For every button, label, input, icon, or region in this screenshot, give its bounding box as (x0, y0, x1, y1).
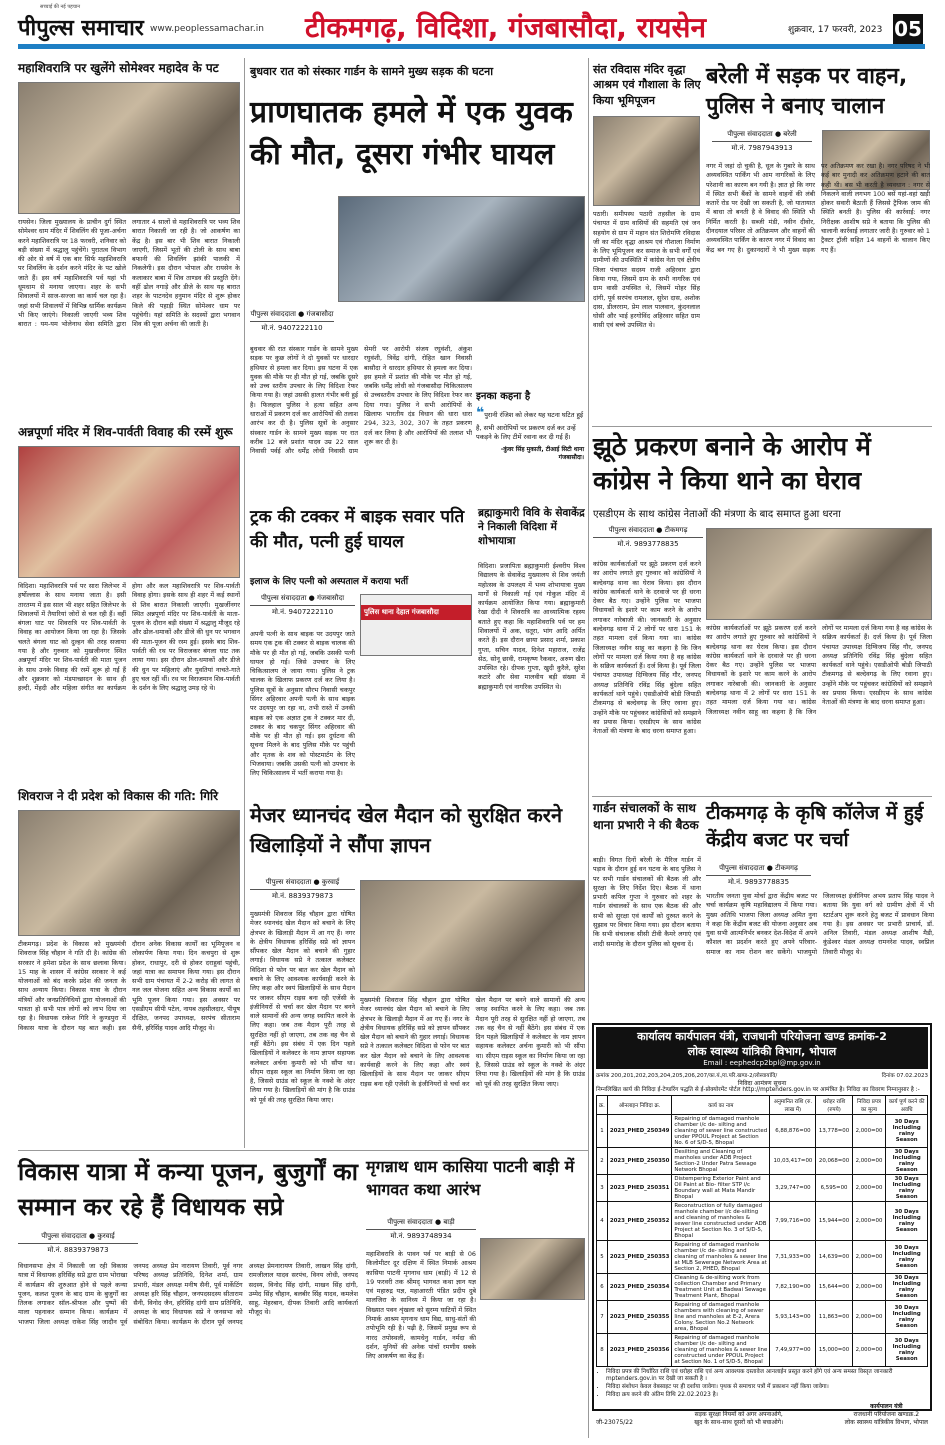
tender-cell: Reconstruction of fully damaged manhole chamber i/c de-silting and cleaning of manholes & sewer line constructed under ADB Project at Section No. 3 of S/D-5, Bhopal (672, 1201, 770, 1240)
tender-title-line1: कार्यालय कार्यपालन यंत्री, राजधानी परियोजना खण्ड क्रमांक-2 (637, 1030, 887, 1043)
byline-mobile: मो.नं. 8839379873 (271, 892, 334, 900)
article-body: विदिशा। प्रजापिता ब्रह्माकुमारी ईश्वरीय विश्व विद्यालय के सेवाकेंद्र मुख्यालय से शिव जयंती महोत्सव के उपलक्ष्य में भव्य शोभायात्रा मुख्य मार्गों से निकाली गई एवं गोकुल मंदिर में कार्यक्रम आयोजित किया गया। ब्रह्माकुमारी रेखा दीदी ने शिवरात्रि का आध्यात्मिक रहस्य बताते हुए कहा कि महाशिवरात्रि पर्व पर हम शिवालयों में अक, धतूरा, भांग आदि अर्पित करते हैं। इस दौरान छाया प्रसाद शर्मा, प्रकाश गुप्ता, सचिन यादव, दिनेश महाराज, राजेंद्र सेठ, सोनू छावी, रामकृष्ण रैकवार, अरुण खैरा उपस्थित रहे। दीपक गुप्ता, खुदी कुरैले, सुरेश कटारे और सेवा मालवीय बड़ी संख्या में ब्रह्माकुमारी एवं नागरिक उपस्थित थे। (478, 562, 585, 691)
tender-column-header: धरोहर राशि (रुपये) (816, 1095, 852, 1114)
tender-cell: 1 (597, 1114, 608, 1147)
section-divider (592, 426, 932, 427)
quote-text: पुरानी रंजिश को लेकर यह घटना घटित हुई है, सभी आरोपियों पर प्रकरण दर्ज कर उन्हें पकड़ने के लिए टीमें रवाना कर दी गई हैं। (476, 411, 584, 441)
tender-cell: 30 Days Including rainy Season (886, 1147, 928, 1174)
signatory-office: राजधानी परियोजना खण्डक्र.2 (853, 1410, 920, 1418)
byline-place: बाड़ी (443, 1218, 455, 1226)
tender-cell: Repairing of damaged manhole chamber i/c de- silting and cleaning of manholes & sewer line at MLB Sewerage Network Area at Section 2, PHED, Bhopal (672, 1240, 770, 1273)
tender-cell: 2023_PHED_250350 (607, 1147, 672, 1174)
headline: मेजर ध्यानचंद खेल मैदान को सुरक्षित करने खिलाड़ियों ने सौंपा ज्ञापन (250, 803, 563, 857)
tender-column-header: कार्य का नाम (672, 1095, 770, 1114)
tender-cell: Distempering Exterior Paint and Oil Paint at Bio- filter STP i/c Boundary wall at Mata Mandir Bhopal (672, 1174, 770, 1201)
tender-cell: 30 Days Including rainy Season (886, 1201, 928, 1240)
article-body-continued: मुख्यमंत्री शिवराज सिंह चौहान द्वारा घोषित मेजर ध्यानचंद खेल मैदान को बचाने के लिए क्षेत्रभर के खिलाड़ी मैदान में आ गए हैं। नगर के क्षेत्रीय विधायक हरिसिंह सप्रे को ज्ञापन सौंपकर खेल मैदान को बचाने की गुहार लगाई। विधायक सप्रे ने तत्काल कलेक्टर विदिशा से फोन पर बात कर खेल मैदान को बचाने के लिए आवश्यक कार्यवाही करने के लिए कहा और स्वयं खिलाड़ियों के साथ मैदान पर जाकर सीएम राइस बना रही एजेंसी के इंजीनियरों से चर्चा कर खेल मैदान पर बनने वाले सामानों की अन्य जगह स्थापित करने के लिए कहा। जब तक मैदान पूरी तरह से सुरक्षित नहीं हो जाएगा, तब तक वह चैन से नहीं बैठेंगे। इस संबंध में एक दिन पहले खिलाड़ियों ने कलेक्टर के नाम ज्ञापन सहायक कलेक्टर अर्चना कुमारी को भी सौंपा था। सीएम राइस स्कूल का निर्माण किया जा रहा है, जिससे ग्राउंड को स्कूल के नक्शे के अंदर लिया गया है। खिलाड़ियों की मांग है कि ग्राउंड को पूर्व की तरह सुरक्षित किया जाए। (360, 996, 585, 1088)
byline-reporter: पीपुल्स संवाददाता (250, 310, 296, 318)
tender-cell: Cleaning & de-silting work from collection Chamber and Primary Treatment Unit at Badwai Sewage Treatment Plant, Bhopal (672, 1273, 770, 1300)
kicker: बुधवार रात को संस्कार गार्डन के सामने मुख्य सड़क की घटना (250, 65, 494, 78)
website-url[interactable]: www.peoplessamachar.in (150, 24, 264, 34)
tender-note: • निविदा क्रय करने की अंतिम तिथि 22.02.2023 है। (606, 1392, 928, 1400)
tender-row (597, 1114, 928, 1147)
quote-icon: ❝ (476, 405, 485, 421)
tender-cell: 30 Days Including rainy Season (886, 1174, 928, 1201)
article-body: मुख्यमंत्री शिवराज सिंह चौहान द्वारा घोषित मेजर ध्यानचंद खेल मैदान को बचाने के लिए क्षेत्रभर के खिलाड़ी मैदान में आ गए हैं। नगर के क्षेत्रीय विधायक हरिसिंह सप्रे को ज्ञापन सौंपकर खेल मैदान को बचाने की गुहार लगाई। विधायक सप्रे ने तत्काल कलेक्टर विदिशा से फोन पर बात कर खेल मैदान को बचाने के लिए आवश्यक कार्यवाही करने के लिए कहा और स्वयं खिलाड़ियों के साथ मैदान पर जाकर सीएम राइस बना रही एजेंसी के इंजीनियरों से चर्चा कर खेल मैदान पर बनने वाले सामानों की अन्य जगह स्थापित करने के लिए कहा। जब तक मैदान पूरी तरह से सुरक्षित नहीं हो जाएगा, तब तक वह चैन से नहीं बैठेंगे। इस संबंध में एक दिन पहले खिलाड़ियों ने कलेक्टर के नाम ज्ञापन सहायक कलेक्टर अर्चना कुमारी को भी सौंपा था। सीएम राइस स्कूल का निर्माण किया जा रहा है, जिससे ग्राउंड को स्कूल के नक्शे के अंदर लिया गया है। खिलाड़ियों की मांग है कि ग्राउंड को पूर्व की तरह सुरक्षित किया जाए। (250, 910, 355, 1104)
tender-cell: 2,000=00 (852, 1333, 886, 1366)
byline: पीपुल्स संवाददाता ● गंजबासौदा मो.नं. 9407222110 (250, 594, 355, 617)
tender-cell: 8 (597, 1333, 608, 1366)
signatory-dept: लोक स्वास्थ्य यांत्रिकीय विभाग, भोपाल (844, 1418, 928, 1426)
tender-cell: Desilting and Cleaning of manholes under ADB Project Section-2 Under Patra Sewage Network Bhopal (672, 1147, 770, 1174)
article-body: महाशिवरात्रि के पावन पर्व पर बाड़ी से 06 किलोमीटर दूर दक्षिण में स्थित निमार्क आश्रम कासिया पाटनी मृगनाथ धाम (बाड़ी) में 12 से 19 फरवरी तक श्रीमद् भागवत कथा ज्ञान यज्ञ एवं महारुद्र यज्ञ, महाआरती पंडित प्रदीप दुबे मालजिरा के सानिध्य में किया जा रहा है। विख्यात पवन शृंखला को सुरम्य घाटियों में स्थित निमार्क आश्रम मृगनाथ धाम विद्य, साधु-संतों की तपोभूमि रही है। पढ़ी है, जिसमें प्रमुख रूप से नारद तपोस्थली, कामधेनु गार्डन, नर्मदा की दर्शन, मुनियों की अनेक पांचों रमणीय सबके लिए आकर्षण का केंद्र हैं। (366, 1250, 476, 1361)
tender-row (597, 1201, 928, 1240)
quote-title: इनका कहना है (476, 391, 531, 402)
tender-cell: 30 Days Including rainy Season (886, 1273, 928, 1300)
headline: झूठे प्रकरण बनाने के आरोप में कांग्रेस ने किया थाने का घेराव (593, 432, 871, 495)
newspaper-logo: पीपुल्स समाचार (18, 15, 144, 41)
tender-row (597, 1300, 928, 1333)
signatory-title: कार्यपालन यंत्री (870, 1402, 903, 1410)
headline: ट्रक की टक्कर में बाइक सवार पति की मौत, पत्नी हुई घायल (250, 507, 465, 552)
tender-intro: निम्नलिखित कार्य की निविदा ई-टेण्डरिंग पद्धति से ई-प्रोक्योरमेंट पोर्टल http://mptenders.gov.in पर आमंत्रित है। निविदा का विवरण निम्नानुसार है :- (596, 1087, 920, 1093)
tender-column-header: निविदा प्रपत्र का मूल्य (852, 1095, 886, 1114)
byline-reporter: पीपुल्स संवाददाता (727, 130, 773, 138)
tender-cell: 6,595=00 (816, 1174, 852, 1201)
tender-cell: 20,068=00 (816, 1147, 852, 1174)
tender-row (597, 1333, 928, 1366)
tender-cell: 2023_PHED_250352 (607, 1201, 672, 1240)
byline-reporter: पीपुल्स संवाददाता (265, 878, 312, 886)
tender-cell: 7,49,977=00 (770, 1333, 816, 1366)
headline: बरेली में सड़क पर वाहन, पुलिस ने बनाए चालान (706, 64, 908, 119)
byline-place: टीकमगढ़ (775, 864, 798, 872)
header-divider (18, 44, 925, 49)
tender-ref: क्रमांक 200,201,202,203,204,205,206,207/का.यं./रा.परि.खण्ड-2/लोस्वायांवि/ (596, 1073, 778, 1079)
article-body: कांग्रेस कार्यकर्ताओं पर झूठे प्रकरण दर्ज करने का आरोप लगाते हुए गुरुवार को कांग्रेसियों ने बल्देवगढ़ थाना का घेराव किया। इस दौरान कांग्रेस कार्यकर्ता थाने के दरवाजे पर ही धरना देकर बैठ गए। उन्होंने पुलिस पर भाजपा विधायकों के इशारे पर काम करने के आरोप लगाकर नारेबाजी की। जानकारी के अनुसार बल्देवगढ़ थाना में 2 लोगों पर धारा 151 के तहत मामला दर्ज किया गया था। कांग्रेस जिलाध्यक्ष नवीन साहू का कहना है कि जिन लोगों पर मामला दर्ज किया गया है वह कांग्रेस के सक्रिय कार्यकर्ता हैं। दर्ज किया है। पूर्व जिला पंचायत उपाध्यक्ष दिग्विजय सिंह गौर, जनपद अध्यक्ष प्रतिनिधि रविंद्र सिंह बुंदेला सहित कार्यकर्ता थाने पहुंचे। एसडीओपी बोडी जिपाठी टीकमगढ़ से बल्देवगढ़ के लिए रवाना हुए। उन्होंने मौके पर पहुंचकर कांग्रेसियों को समझाने का प्रयास किया। एसडीएम के साथ कांग्रेस नेताओं की मंत्रणा के बाद धरना समाप्त हुआ। (593, 560, 701, 736)
tender-cell: 5,93,143=00 (770, 1300, 816, 1333)
tender-cell: 15,644=00 (816, 1273, 852, 1300)
tender-cell: 2023_PHED_250349 (607, 1114, 672, 1147)
article-body-continued (360, 660, 472, 790)
temple-photo (18, 82, 240, 214)
article-body: भारतीय जनता युवा मोर्चा द्वारा केंद्रीय बजट पर चर्चा कार्यक्रम कृषि महाविद्यालय में किया गया। मुख्य अतिथि भाजपा जिला अध्यक्ष अमित नुना ने कहा कि केंद्रीय बजट की योजना अनुसार अब युवा सभी आत्मनिर्भर बनकर देश-विदेश में अपने कौशल का प्रदर्शन करते हुए अपने परिवार-समाज का नाम रोशन कर सकेंगे। भाजयुमो जिलाध्यक्ष इंजीनियर अभय प्रताप सिंह यादव ने बताया कि युवा वर्ग को ग्रामीण क्षेत्रों में भी स्टार्टअप शुरू करने हेतु बजट में प्रावधान किया गया है। इस अवसर पर प्रभारी प्राचार्य, डॉ. अनिल तिवारी, मंडल अध्यक्ष आशीष मैडी, कुंडेश्वर मंडल अध्यक्ष रामनरेश यादव, स्वप्निल तिवारी मौजूद थे। (706, 892, 934, 956)
tender-cell: Repairing of damaged manhole chamber i/c de- silting and cleaning of manholes & sewer line constructed under PPOUL Project at Section No. 1 of S/D-5, Bhopal (672, 1333, 770, 1366)
article-body: विधानसभा क्षेत्र में निकाली जा रही विकास यात्रा में विधायक हरिसिंह सप्रे द्वारा ग्राम भोराखा में कार्यक्रम की शुरुआत होने से पहले कन्या पूजन, कलश पूजन के बाद ग्राम के बुजुर्गों का तिलक लगाकर सॉल-श्रीफल और पुष्पों की माला पहनाकर सम्मान किया। कार्यक्रम में भाजपा जिला अध्यक्ष राकेश सिंह जादौन पूर्व जनपद अध्यक्ष प्रेम नारायण तिवारी, पूर्व नगर परिषद अध्यक्ष प्रतिनिधि, दिनेश शर्मा, ग्राम प्रभारी, मंडल अध्यक्ष मनीष सैनी, पूर्व मार्केटिंग अध्यक्ष हरि सिंह चौहान, जनपदसदस्य सीताराम सैनी, विनोद जैन, हरिसिंह दांगी ग्राम प्रतिनिधि, अध्यक्ष के बाद विधायक सप्रे ने जनसभा को संबोधित किया। कार्यक्रम के दौरान पूर्व जनपद अध्यक्ष प्रेमनारायण तिवारी, लाखन सिंह दांगी, रामजीलाल यादव सरपंच, विनय लोधी, जनपद सदस्य, विनोद सिंह दांगी, माखन सिंह दांगी, उम्मेद सिंह चौहान, बलबीर सिंह यादव, कमलेश साहू, मेहरबान, दीपक तिवारी आदि कार्यकर्ता मौजूद थे। (18, 1262, 358, 1326)
tender-column-header: कार्य पूर्ण करने की अवधि (886, 1095, 928, 1114)
event-photo (18, 810, 240, 936)
byline-place: गंजबासौदा (306, 310, 334, 318)
article-body: नगर में जहां दो चुकी है, धूल के गुबारे के साथ अव्यवस्थित पार्किंग भी आम नागरिकों के लिए परेशानी का कारण बन गयी है। ज्ञात हो कि नगर में स्थित सभी बैंकों के सामने वाहनों की लंबी कतारें रोड पर देखी जा सकती है, जो यातायात में बाधा तो बनती है वे विवाद की स्थिति भी निर्मित करती है। सब्जी मंडी, नवीन दीवोर, दीनदयाल परिसर तो अतिक्रमण और वाहनों की अव्यवस्थित पार्किंग के कारण नगर में विवाद का केंद्र बन गए है। दुकानदारों ने भी मुख्य सड़क पर अतिक्रमण कर रखा है। नगर परिषद ने भी कई बार मुनादी कर अतिक्रमण हटाने की बात कही थी। बस भी करती है व्यवधान : नगर से निकलने वाली लगभग 100 बसें यहां-वहां खड़ी होकर सवारी बैठाती हैं जिससे ट्रैफिक जाम की स्थिति बनती है। पुलिस की कार्रवाई: नगर निरीक्षक आशीष सप्रे ने बताया कि पुलिस की चालानी कार्रवाई लगातार जारी है। गुरुवार को 1 ट्रैक्टर ट्रॉली सहित 14 वाहनों के चालान किए गए हैं। (706, 162, 930, 254)
headline: ब्रह्माकुमारी विवि के सेवाकेंद्र ने निकाली विदिशा में शोभायात्रा (478, 507, 585, 548)
edition-title: टीकमगढ़, विदिशा, गंजबासौदा, रायसेन (305, 11, 707, 44)
byline: पीपुल्स संवाददाता ● बाड़ी मो.नं. 9893748934 (366, 1218, 476, 1241)
bhoomipujan-photo (593, 116, 700, 206)
protest-photo (706, 528, 932, 620)
tender-note: • निविदा प्रपत्र की निर्धारित राशि एवं धरोहर राशि एवं अन्य आवश्यक दस्तावेज आनलाईन प्रस्तुत करने होंगे एवं अन्य समस्त विस्तृत जानकारी mptenders.gov.in पर देखी जा सकती है । (606, 1369, 928, 1385)
tender-email[interactable]: Email : eephedcp2bpl@mp.gov.in (703, 1059, 821, 1067)
tender-column-header: अनुमानित राशि (रु. लाख में) (770, 1095, 816, 1114)
headline: गार्डन संचालकों के साथ थाना प्रभारी ने की बैठक (593, 801, 699, 832)
tender-notice-title: निविदा आमंत्रण सूचना (737, 1080, 787, 1087)
column-divider (588, 58, 589, 1438)
tender-cell: 15,944=00 (816, 1201, 852, 1240)
photo-sign-text: पुलिस थाना देहात गंजबासौदा (361, 605, 471, 620)
tender-cell: 13,778=00 (816, 1114, 852, 1147)
article-body: अपनी पत्नी के साथ बाइक पर उदयपुर जाते समय एक ट्रक की टक्कर से बाइक चालक की मौके पर ही मौत हो गई, जबकि उसकी पत्नी घायल हो गई। जिसे उपचार के लिए चिकित्सालय ले जाया गया। पुलिस ने ट्रक चालक के खिलाफ प्रकरण दर्ज कर लिया है। पुलिस सूत्रों के अनुसार सौरभ निवासी चकपुर सिंगर अहिरवार अपनी पत्नी के साथ बाइक पर उदयपुर जा रहा था, तभी रास्ते में उनकी बाइक को एक अज्ञात ट्रक ने टक्कर मार दी, टक्कर के बाद चकपुर सिंगर अहिरवार की मौके पर ही मौत हो गई। इस दुर्घटना की सूचना मिलने के बाद पुलिस मौके पर पहुंची और मृतक के शव को पोस्टमार्टम के लिए भिजवाया। जबकि उसकी पत्नी को उपचार के लिए चिकित्सालय में भर्ती कराया गया है। (250, 630, 355, 778)
page-number: 05 (893, 14, 923, 44)
byline-mobile: मो.नं. 7987943913 (731, 144, 793, 152)
tender-cell: 4 (597, 1201, 608, 1240)
byline-place: कुरवाई (97, 1232, 115, 1240)
headline: प्राणघातक हमले में एक युवक की मौत, दूसरा गंभीर घायल (250, 95, 573, 172)
tender-cell: 3 (597, 1174, 608, 1201)
tender-cell: 30 Days Including rainy Season (886, 1114, 928, 1147)
tender-cell: 5 (597, 1240, 608, 1273)
article-body: बुधवार की रात संस्कार गार्डन के सामने मुख्य सड़क पर कुछ लोगों ने दो युवकों पर धारदार हथियार से हमला कर दिया। इस घटना में एक युवक की मौके पर ही मौत हो गई, जबकि दूसरे को उच्च स्तरीय उपचार के लिए विदिशा रेफर किया गया है। जहां उसकी हालत गंभीर बनी हुई है। फिलहाल पुलिस ने हत्या सहित अन्य धाराओं में प्रकरण दर्ज कर आरोपियों की तलाश आरंभ कर दी है। पुलिस सूत्रों के अनुसार संस्कार गार्डन के सामने मुख्य सड़क पर रात करीब 12 बजे प्रशांत यादव उम्र 22 साल निवासी पर्वई और धर्मेंद्र लोधी निवासी ग्राम सेमरी पर आरोपी संजय रघुवंशी, अंकुश रघुवंशी, त्रिवेंद्र दांगी, रोहित खान निवासी बासौदा ने धारदार हथियार से हमला कर दिया। इस हमले में प्रशांत की मौके पर मौत हो गई, जबकि धर्मेंद्र लोधी को गंजबासौदा चिकित्सालय से उच्चस्तरीय उपचार के लिए विदिशा रेफर कर दिया गया। पुलिस ने सभी आरोपियों के खिलाफ भारतीय दंड विधान की धारा धारा 294, 323, 302, 307 के तहत प्रकरण दर्ज कर लिया है और आरोपियों की तलाश भी शुरू कर दी है। (250, 345, 472, 456)
tender-cell: 7 (597, 1300, 608, 1333)
quote-box (476, 388, 584, 461)
headline: विकास यात्रा में कन्या पूजन, बुजुर्गों का सम्मान कर रहे हैं विधायक सप्रे (18, 1158, 358, 1221)
byline: पीपुल्स संवाददाता ● कुरवाई मो.नं. 8839379873 (18, 1232, 138, 1255)
tender-cell: 7,82,190=00 (770, 1273, 816, 1300)
tender-row (597, 1240, 928, 1273)
tender-cell: 2023_PHED_250353 (607, 1240, 672, 1273)
tender-row (597, 1174, 928, 1201)
byline-place: बरेली (783, 130, 797, 138)
byline-place: टीकमगढ़ (664, 526, 688, 534)
slogan-line2: खुद के साथ-साथ दूसरों को भी बचाओगे। (694, 1418, 784, 1426)
section-divider (18, 1150, 588, 1151)
byline-mobile: मो.नं. 9407222110 (271, 608, 334, 616)
article-body: विदिशा। महाशिवरात्रि पर्व पर सारा जिलेभर में हर्षोल्लास के साथ मनाया जाता है। इसी तारतम्य में इस साल भी शहर सहित जिलेभर के शिवालयों में तैयारियां जोरों से चल रही हैं। वहीं बंगला घाट पर शिवरात्रि पर शिव-पार्वती के विवाह का आयोजन किया जा रहा है। जिसके चलते बंगला घाट को दुल्हन की तरह सजाया गया है और गुरुवार को मुखजीनगर स्थित अन्नपूर्णा मंदिर पर शिव-पार्वती की माता पूजन के साथ उनके विवाह की रस्में शुरू हो गईं हैं और शुक्रवार को मंडपाच्छादन के साथ ही हल्दी, मेंहदी और महिला संगीत का कार्यक्रम होगा और कल महाशिवरात्रि पर शिव-पार्वती विवाह होगा। इसके साथ ही शहर में कई स्थानों से शिव बारात निकाली जाएगी। मुखर्जीनगर स्थित अन्नपूर्णा मंदिर पर शिव-पार्वती के माता-पूजन के दौरान बड़ी संख्या में श्रद्धालु मौजूद रहे और ढोल-धमाकों और डीजे की धुन पर भगवान की माता-पूजन की रस्म हुई। इसके बाद शिव-पार्वती की रथ पर विराजकर बंगला घाट तक लाया गया। इस दौरान ढोल-धमाकों और डीजे की धुन पर महिलाएं और युवतियां नाचते-गाते हुए चल रहीं थीं। रथ पर विराजमान शिव-पार्वती के दर्शन के लिए श्रद्धालु उमड़ रहे थे। (18, 582, 240, 693)
byline: पीपुल्स संवाददाता ● गंजबासौदा मो.नं. 9407222110 (250, 310, 334, 332)
byline-place: गंजबासौदा (316, 594, 345, 602)
tender-cell: 2,000=00 (852, 1147, 886, 1174)
headline: अन्नपूर्णा मंदिर में शिव-पार्वती विवाह की रस्में शुरू (18, 425, 233, 439)
byline-mobile: मो.नं. 9407222110 (261, 324, 323, 332)
tender-cell: 6,88,876=00 (770, 1114, 816, 1147)
tender-cell: Repairing of damaged manhole chamber i/c de- silting and cleaning of sewer line constructed under PPOUL Project at Section No. 6 of S/D-5, Bhopal (672, 1114, 770, 1147)
byline: पीपुल्स संवाददाता ● टीकमगढ़ मो.नं. 9893778835 (706, 864, 811, 887)
shiv-parvati-photo (18, 446, 240, 578)
byline-reporter: पीपुल्स संवाददाता (260, 594, 307, 602)
article-body: रायसेन। जिला मुख्यालय के प्राचीन दुर्ग स्थित सोमेश्वर धाम मंदिर में शिवलिंग की पूजा-अर्चना करने महाशिवरात्रि पर 18 फरवरी, शनिवार को बड़ी संख्या में श्रद्धालु पहुंचेंगे। पुरातत्व विभाग की ओर से वर्ष में एक बार सिर्फ महाशिवरात्रि पर शिवलिंग के दर्शन करने मंदिर के पट खोले जाते हैं। इस वर्ष महाशिवरात्रि पर्व यहां भी धूमधाम से मनाया जाएगा। शहर के सभी शिवालयों में साज-सज्जा का कार्य चल रहा है। जहां सभी शिवालयों में विभिन्न धार्मिक कार्यक्रम भी किए जाएंगे। निकाली जाएगी भव्य शिव बारात : यम-यम भोलेनाथ सेवा समिति द्वारा लगातार 4 सालों से महाशिवरात्रि पर भव्य शिव बारात निकाली जा रही है। जो आकर्षण का केंद्र है। इस बार भी शिव बारात निकाली जाएगी, जिसमें भूतों की टोली के साथ बाबा बफानी की शिवलिंग झांकी पालकी में निकलेगी। इस दौरान भोपाल और रायसेन के कलाकार बाबा में शिव ताण्डव की प्रस्तुति देंगे। वहीं ढोल नगाड़े और डीजे के साथ यह बारात शहर के पाटनदेव हनुमान मंदिर से शुरू होकर किले की पहाड़ी स्थित सोमेश्वर धाम पर पहुंचेगी। यहां समिति के सदस्यों द्वारा भगवान शिव की पूजा अर्चना की जाती है। (18, 218, 240, 329)
byline: पीपुल्स संवाददाता ● टीकमगढ़ मो.नं. 9893778835 (593, 526, 703, 549)
tender-cell: 2,000=00 (852, 1300, 886, 1333)
tender-cell: 7,99,716=00 (770, 1201, 816, 1240)
tender-cell: 2,000=00 (852, 1240, 886, 1273)
police-station-photo (360, 594, 472, 656)
byline-mobile: मो.नं. 9893748934 (390, 1232, 452, 1240)
tender-cell: 2,000=00 (852, 1174, 886, 1201)
subheadline: इलाज के लिए पत्नी को अस्पताल में कराया भर्ती (250, 577, 409, 587)
tender-cell: 7,31,933=00 (770, 1240, 816, 1273)
tender-cell: 2023_PHED_250351 (607, 1174, 672, 1201)
tender-table (596, 1095, 928, 1367)
article-body: पठारी। समीपस्थ पठारी तहसील के ग्राम पंचायत में ग्राम वासियों की सहमति एवं जन सहयोग से ग्राम में महान संत शिरोमणि रविदास जी का मंदिर वृद्धा आश्रम एवं गौशाला निर्माण के लिए भूमिपूजन कर समाज के सभी वर्गों एवं ग्रामीणों की उपस्थिति में कांग्रेस नेता एवं क्षेत्रीय जिला पंचायत सदस्य राजी अहिरवार द्वारा किया गया, जिसमें ग्राम के सभी नागरिक एवं ग्राम वासी उपस्थित थे, जिसमें मोहर सिंह दांगी, पूर्व सरपंच रामलाल, सुरेश दास, अशोक दास, डीलरराम, प्रेम लाल पालवान, कुंदनलाल घोसी और भाई हरगोविंद अहिरवार सहित ग्राम वासी एवं बच्चे उपस्थित थे। (593, 210, 700, 330)
byline-reporter: पीपुल्स संवाददाता (387, 1218, 433, 1226)
article-body: टीकमगढ़। प्रदेश के विकास को मुख्यमंत्री शिवराज सिंह चौहान ने गति दी है। कांग्रेस की सरकार ने हमेशा प्रदेश के साथ छलावा किया। 15 माह के शासन में कांग्रेस सरकार ने कई योजनाओं को बंद करके प्रदेश की जनता के साथ अन्याय किया। विकास यात्रा के दौरान मंत्रियों और जनप्रतिनिधियों द्वारा योजनाओं की पात्रता हो सभी पात्र लोगों को लाभ दिया जा रहा है। विधायक राकेश गिरि ने कुण्डपुरा में विकास यात्रा के दौरान यह बात कही। इस दौरान अनेक विकास कार्यों का भूमिपूजन व लोकार्पण किया गया। दिन कचपुरा से शुरू होकर, राधापुर, दरी से होकर दराहुवां पहुंची, जहां यात्रा का समापन किया गया। इस दौरान सभी ग्राम पंचायत में 2-2 करोड़ की लागत से नल जल योजना सहित अन्य विकास कार्यों का भूमि पूजन किया गया। इस अवसर पर एसडीएम सीपी पटेल, नायब तहसीलदार, पीयूष दीक्षित, जनपद उपाध्यक्ष, सरपंच सीताराम सैनी, हरिसिंह यादव आदि मौजूद थे। (18, 940, 240, 1032)
tender-cell: 6 (597, 1273, 608, 1300)
tender-cell: 30 Days Including rainy Season (886, 1333, 928, 1366)
byline: पीपुल्स संवाददाता ● कुरवाई मो.नं. 8839379873 (250, 878, 355, 901)
tender-cell: 2 (597, 1147, 608, 1174)
katha-photo (480, 1238, 585, 1300)
ad-code: जी-23075/22 (596, 1418, 633, 1426)
subheadline: एसडीएम के साथ कांग्रेस नेताओं की मंत्रणा के बाद समाप्त हुआ धरना (593, 509, 841, 520)
tender-note: • निविदा संशोधन केवल वेबसाइट पर ही दर्शाया जावेगा। पृथक से समाचार पत्रों में प्रकाशन नहीं किया जावेगा। (606, 1384, 928, 1392)
tender-row (597, 1273, 928, 1300)
headline: मृगन्नाथ धाम कासिया पाटनी बाड़ी में भागवत कथा आरंभ (366, 1157, 575, 1200)
tender-date: दिनांक 07.02.2023 (881, 1073, 928, 1079)
tender-cell: Repairing of damaged manhole chambers with cleaning of sewer line and manholes at E-2, Arera Colony. Section No.2 Network area, Bhopal (672, 1300, 770, 1333)
tender-cell: 2023_PHED_250354 (607, 1273, 672, 1300)
byline-mobile: मो.नं. 8839379873 (47, 1246, 109, 1254)
byline-mobile: मो.नं. 9893778835 (617, 540, 679, 548)
tender-cell: 11,863=00 (816, 1300, 852, 1333)
headline: संत रविदास मंदिर वृद्धा आश्रम एवं गौशाला के लिए किया भूमिपूजन (593, 63, 701, 107)
article-body-continued: कांग्रेस कार्यकर्ताओं पर झूठे प्रकरण दर्ज करने का आरोप लगाते हुए गुरुवार को कांग्रेसियों ने बल्देवगढ़ थाना का घेराव किया। इस दौरान कांग्रेस कार्यकर्ता थाने के दरवाजे पर ही धरना देकर बैठ गए। उन्होंने पुलिस पर भाजपा विधायकों के इशारे पर काम करने के आरोप लगाकर नारेबाजी की। जानकारी के अनुसार बल्देवगढ़ थाना में 2 लोगों पर धारा 151 के तहत मामला दर्ज किया गया था। कांग्रेस जिलाध्यक्ष नवीन साहू का कहना है कि जिन लोगों पर मामला दर्ज किया गया है वह कांग्रेस के सक्रिय कार्यकर्ता हैं। दर्ज किया है। पूर्व जिला पंचायत उपाध्यक्ष दिग्विजय सिंह गौर, जनपद अध्यक्ष प्रतिनिधि रविंद्र सिंह बुंदेला सहित कार्यकर्ता थाने पहुंचे। एसडीओपी बोडी जिपाठी टीकमगढ़ से बल्देवगढ़ के लिए रवाना हुए। उन्होंने मौके पर पहुंचकर कांग्रेसियों को समझाने का प्रयास किया। एसडीएम के साथ कांग्रेस नेताओं की मंत्रणा के बाद धरना समाप्त हुआ। (706, 624, 932, 716)
quote-author: -कुंवर सिंह मुकाती, टीआई सिटी थाना गंजबासौदा। (500, 445, 584, 461)
byline-reporter: पीपुल्स संवाददाता (608, 526, 655, 534)
headline: महाशिवरात्रि पर खुलेंगे सोमेश्वर महादेव के पट (18, 61, 219, 75)
tender-cell: 14,639=00 (816, 1240, 852, 1273)
issue-date: शुक्रवार, 17 फरवरी, 2023 (788, 25, 883, 35)
headline: टीकमगढ़ के कृषि कॉलेज में हुई केंद्रीय बजट पर चर्चा (706, 802, 924, 851)
logo-tagline: सच्चाई की नई पहचान (40, 4, 81, 10)
tender-cell: 10,03,417=00 (770, 1147, 816, 1174)
tender-column-header: क्र. (597, 1095, 608, 1114)
byline-mobile: मो.नं. 9893778835 (727, 878, 790, 886)
byline-reporter: पीपुल्स संवाददाता (41, 1232, 87, 1240)
tender-cell: 15,000=00 (816, 1333, 852, 1366)
tender-title-line2: लोक स्वास्थ्य यांत्रिकी विभाग, भोपाल (687, 1045, 837, 1058)
tender-row (597, 1147, 928, 1174)
slogan-line1: सड़क सुरक्षा नियमों को अगर अपनाओगे, (694, 1410, 783, 1418)
section-divider (592, 796, 932, 797)
tender-cell: 2023_PHED_250356 (607, 1333, 672, 1366)
tender-cell: 2023_PHED_250355 (607, 1300, 672, 1333)
police-photo (338, 196, 585, 302)
tender-cell: 2,000=00 (852, 1273, 886, 1300)
tender-cell: 3,29,747=00 (770, 1174, 816, 1201)
byline-reporter: पीपुल्स संवाददाता (719, 864, 765, 872)
tender-column-header: ऑनलाइन निविदा क्र. (607, 1095, 672, 1114)
byline-place: कुरवाई (321, 878, 340, 886)
tender-cell: 30 Days Including rainy Season (886, 1240, 928, 1273)
article-body: बाड़ी। विगत दिनों बरेली के मैरिज गार्डन में पड़ाव के दौरान हुई वन घटना के बाद पुलिस ने पर सभी गार्डन संचालकों की बैठक ली और सुरक्षा के लिए निर्देश दिए। बैठक में थाना प्रभारी कपिल गुप्ता ने गुरुवार को शहर के गार्डन संचालकों के साथ एक बैठक की और सभी को सुरक्षा एवं कार्यों को दुरुस्त करने के सुझाव पर विचार किया गया। इस दौरान बताया कि सभी संचालक सीसी टीवी कैमरे लगाएं एवं शादी समारोह के दौरान पुलिस को सूचना दें। (593, 856, 701, 948)
tender-cell: 2,000=00 (852, 1114, 886, 1147)
headline: शिवराज ने दी प्रदेश को विकास की गति: गिरि (18, 789, 219, 803)
tender-cell: 30 Days Including rainy Season (886, 1300, 928, 1333)
column-divider (244, 58, 245, 1148)
memorandum-photo (360, 880, 585, 992)
tender-cell: 2,000=00 (852, 1201, 886, 1240)
byline: पीपुल्स संवाददाता ● बरेली मो.नं. 7987943913 (712, 130, 812, 153)
tender-notice-ad (592, 1023, 932, 1426)
